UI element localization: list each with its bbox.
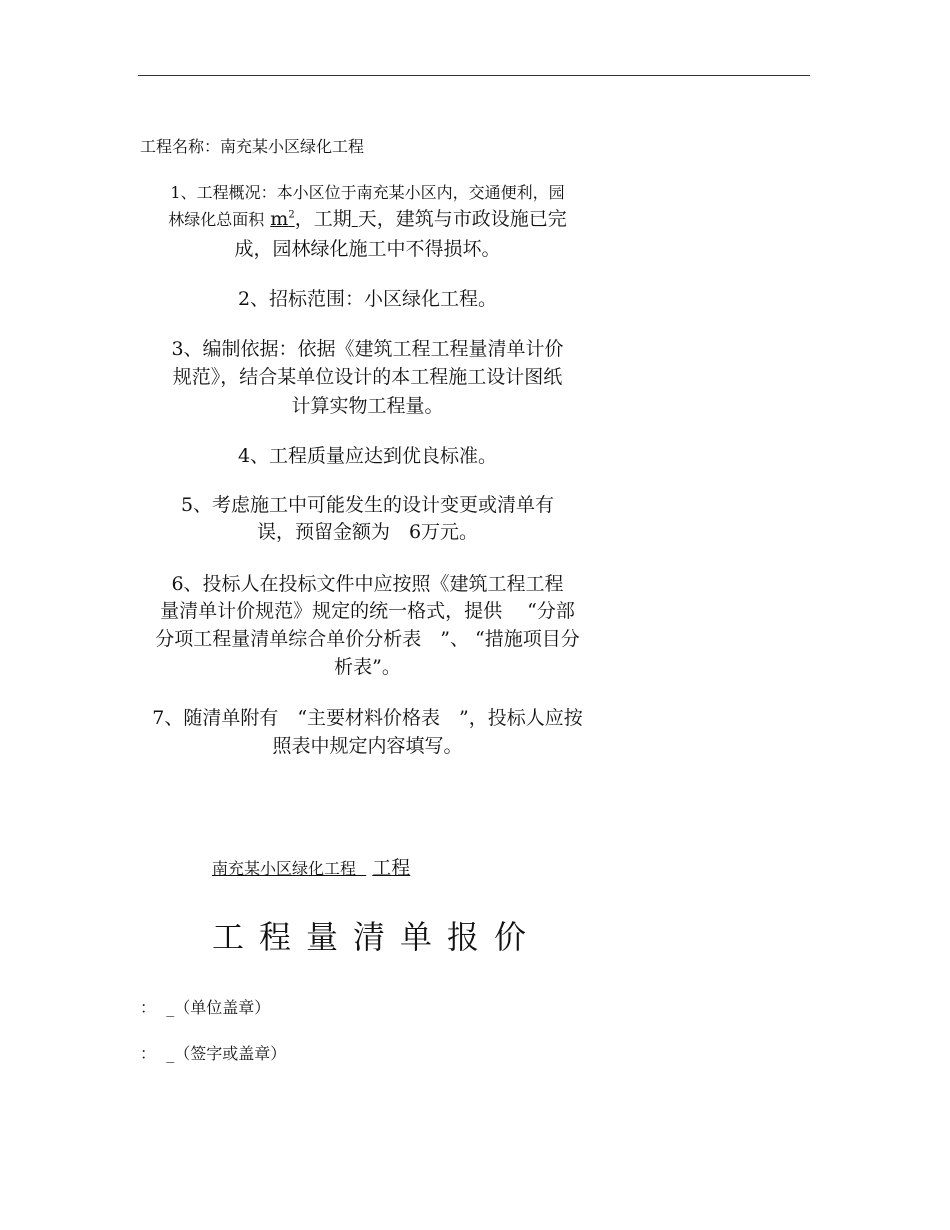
item1-line3: 成，园林绿化施工中不得损坏。 xyxy=(234,238,501,260)
item1-line1: 1、工程概况：本小区位于南充某小区内，交通便利，园 xyxy=(170,183,565,202)
area-unit: $m^2$ xyxy=(270,208,295,230)
item6-line1: 6、投标人在投标文件中应按照《建筑工程工程 xyxy=(171,573,564,595)
item6-line2: 量清单计价规范》规定的统一格式，提供 “分部 xyxy=(160,600,575,622)
item1-line2 xyxy=(140,206,595,233)
cover-project-line xyxy=(212,855,410,882)
item4-line1: 4、工程质量应达到优良标准。 xyxy=(237,445,498,467)
item5-line2: 误，预留金额为 6万元。 xyxy=(256,521,479,543)
item5-line1: 5、考虑施工中可能发生的设计变更或清单有 xyxy=(180,494,555,516)
project-name-value: 南充某小区绿化工程 xyxy=(220,137,365,156)
item6-line4: 析表”。 xyxy=(334,656,401,678)
signature-note: （签字或盖章） xyxy=(174,1044,287,1063)
document-title: 工程量清单报价 xyxy=(212,918,542,956)
item3-line2: 规范》，结合某单位设计的本工程施工设计图纸 xyxy=(172,366,563,388)
cover-project-suffix: 工程 xyxy=(372,857,411,879)
item7-line1: 7、随清单附有 “主要材料价格表 ”，投标人应按 xyxy=(152,707,583,729)
signature-prefix: ： xyxy=(140,1044,157,1063)
signature-blank: _ xyxy=(166,1044,175,1063)
unit-seal-note: （单位盖章） xyxy=(174,998,271,1017)
cover-project-name: 南充某小区绿化工程 xyxy=(212,859,357,878)
unit-seal-field xyxy=(140,996,270,1020)
signature-field xyxy=(140,1042,286,1066)
header-rule xyxy=(138,75,810,76)
item3-line3: 计算实物工程量。 xyxy=(291,395,444,417)
item3-line1: 3、编制依据：依据《建筑工程工程量清单计价 xyxy=(171,338,564,360)
item1-duration-label: ，工期 xyxy=(294,208,352,230)
item1-area-label: 林绿化总面积 xyxy=(168,210,265,229)
item2-line1: 2、招标范围：小区绿化工程。 xyxy=(237,288,498,310)
unit-seal-blank: _ xyxy=(166,998,175,1017)
item6-line3: 分项工程量清单综合单价分析表 ”、 “措施项目分 xyxy=(155,628,580,650)
item7-line2: 照表中规定内容填写。 xyxy=(272,735,463,757)
item1-line2-rest: 天，建筑与市政设施已完 xyxy=(357,208,567,230)
unit-seal-prefix: ： xyxy=(140,998,157,1017)
project-name-line xyxy=(140,134,364,160)
project-name-label: 工程名称： xyxy=(140,137,221,156)
